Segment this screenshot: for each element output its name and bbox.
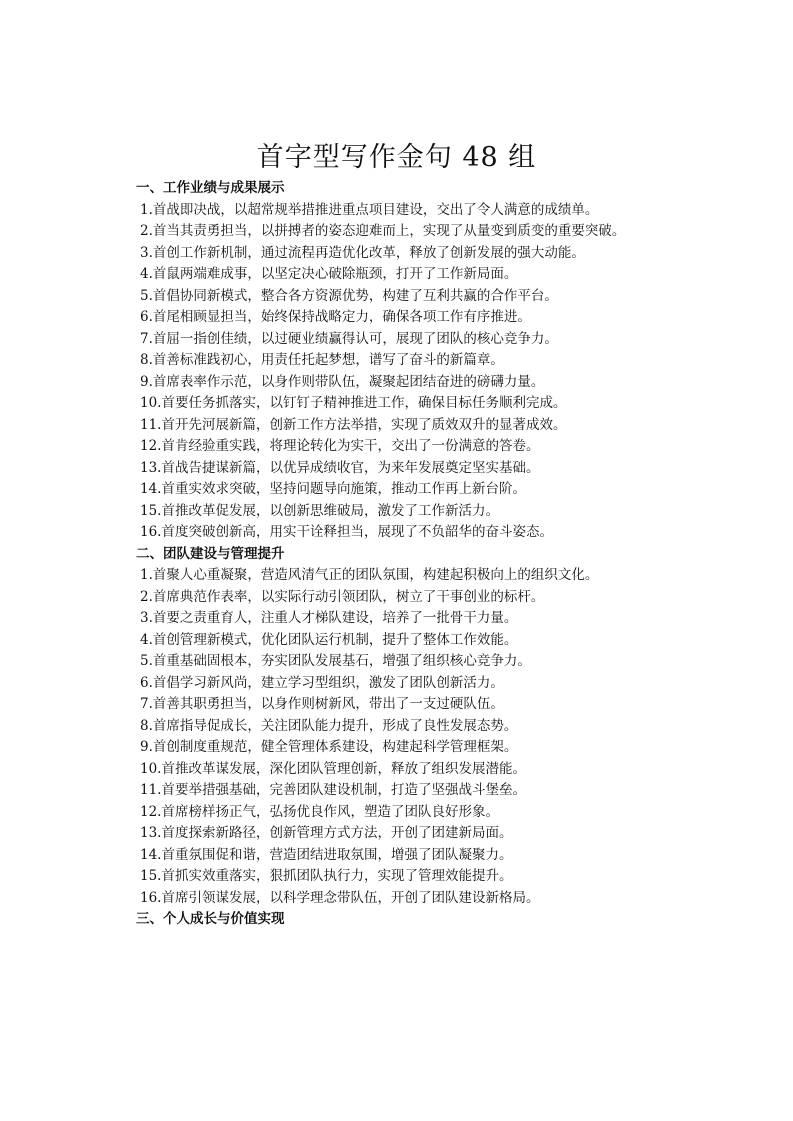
section-heading: 三、个人成长与价值实现: [136, 911, 285, 927]
section-list: [108, 200, 692, 544]
list-item: 14.首重实效求突破，坚持问题导向施策，推动工作再上新台阶。: [140, 481, 526, 497]
list-item: 6.首尾相顾显担当，始终保持战略定力，确保各项工作有序推进。: [140, 309, 531, 325]
list-item: 11.首开先河展新篇，创新工作方法举措，实现了质效双升的显著成效。: [140, 416, 567, 433]
list-item: 8.首席指导促成长，关注团队能力提升，形成了良性发展态势。: [140, 717, 518, 734]
list-item: 10.首推改革谋发展，深化团队管理创新，释放了组织发展潜能。: [140, 760, 526, 777]
list-item: 16.首席引领谋发展，以科学理念带队伍，开创了团队建设新格局。: [140, 889, 540, 906]
list-item: 8.首善标准践初心，用责任托起梦想，谱写了奋斗的新篇章。: [140, 352, 504, 368]
list-item: 2.首当其责勇担当，以拼搏者的姿态迎难而上，实现了从量变到质变的重要突破。: [140, 223, 626, 239]
list-item: 6.首倡学习新风尚，建立学习型组织，激发了团队创新活力。: [140, 674, 504, 691]
section-heading: 二、团队建设与管理提升: [136, 545, 285, 562]
list-item: 11.首要举措强基础，完善团队建设机制，打造了坚强战斗堡垒。: [140, 782, 526, 798]
list-item: 14.首重氛围促和谐，营造团结进取氛围，增强了团队凝聚力。: [140, 846, 513, 863]
list-item: 15.首抓实效重落实，狠抓团队执行力，实现了管理效能提升。: [140, 868, 513, 884]
document-body: [108, 178, 692, 931]
list-item: 1.首战即决战，以超常规举措推进重点项目建设，交出了令人满意的成绩单。: [140, 201, 599, 218]
list-item: 13.首战告捷谋新篇，以优异成绩收官，为来年发展奠定坚实基础。: [140, 459, 540, 476]
list-item: 12.首席榜样扬正气，弘扬优良作风，塑造了团队良好形象。: [140, 803, 499, 820]
list-item: 7.首善其职勇担当，以身作则树新风，带出了一支过硬队伍。: [140, 696, 504, 712]
list-item: 3.首创工作新机制，通过流程再造优化改革，释放了创新发展的强大动能。: [140, 244, 585, 261]
section-list: [108, 565, 692, 909]
list-item: 4.首创管理新模式，优化团队运行机制，提升了整体工作效能。: [140, 631, 518, 648]
list-item: 15.首推改革促发展，以创新思维破局，激发了工作新活力。: [140, 502, 499, 519]
section-heading: 一、工作业绩与成果展示: [136, 180, 285, 196]
list-item: 5.首重基础固根本，夯实团队发展基石，增强了组织核心竞争力。: [140, 653, 531, 669]
list-item: 9.首席表率作示范，以身作则带队伍，凝聚起团结奋进的磅礴力量。: [140, 373, 545, 390]
list-item: 12.首肯经验重实践，将理论转化为实干，交出了一份满意的答卷。: [140, 438, 540, 454]
list-item: 10.首要任务抓落实，以钉钉子精神推进工作，确保目标任务顺利完成。: [140, 395, 567, 411]
list-item: 5.首倡协同新模式，整合各方资源优势，构建了互利共赢的合作平台。: [140, 287, 558, 304]
list-item: 7.首屈一指创佳绩，以过硬业绩赢得认可，展现了团队的核心竞争力。: [140, 330, 558, 347]
list-item: 9.首创制度重规范，健全管理体系建设，构建起科学管理框架。: [140, 739, 518, 755]
list-item: 1.首聚人心重凝聚，营造风清气正的团队氛围，构建起积极向上的组织文化。: [140, 567, 599, 583]
list-item: 16.首度突破创新高，用实干诠释担当，展现了不负韶华的奋斗姿态。: [140, 524, 553, 540]
list-item: 2.首席典范作表率，以实际行动引领团队，树立了干事创业的标杆。: [140, 588, 545, 605]
list-item: 3.首要之责重育人，注重人才梯队建设，培养了一批骨干力量。: [140, 610, 518, 626]
list-item: 4.首鼠两端难成事，以坚定决心破除瓶颈，打开了工作新局面。: [140, 266, 518, 282]
document-title: 首字型写作金句 48 组: [256, 142, 537, 173]
list-item: 13.首度探索新路径，创新管理方式方法，开创了团建新局面。: [140, 825, 513, 841]
